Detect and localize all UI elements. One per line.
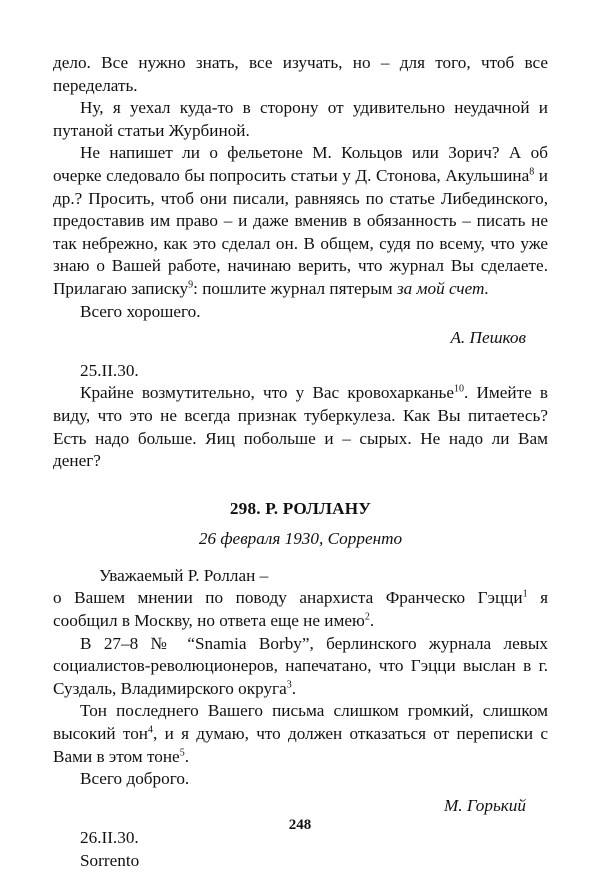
- footnote-ref[interactable]: 3: [286, 679, 292, 691]
- letter-heading: 298. Р. РОЛЛАНУ: [229, 498, 372, 518]
- signature: А. Пешков: [450, 328, 526, 348]
- greeting: Уважаемый Р. Роллан –: [99, 565, 269, 585]
- footnote-ref[interactable]: 1: [522, 588, 528, 600]
- paragraph: о Вашем мнении по поводу анархиста Франческо Гэцци$^1$ я сообщил в Москву, но ответа еще не имею$^2$.: [53, 588, 548, 631]
- footnote-ref[interactable]: 4: [148, 724, 154, 736]
- footnote-ref[interactable]: 8: [529, 166, 535, 178]
- paragraph: Не напишет ли о фельетоне М. Кольцов или Зорич? А об очерке следовало бы попросить статьи у Д. Стонова, Акульшина$^8$ и др.? Просить, чтоб они писали, равняясь по статье Либединского, предоставив им право – и даже вменив в обязанность – писать не так небрежно, как это сделал он. В общем, судя по всему, что уже знаю о Вашей работе, начинаю верить, что журнал Вы сделаете. Прилагаю записку$^9$: пошлите журнал пятерым за мой счет.: [53, 143, 548, 298]
- letter-subheading: 26 февраля 1930, Сорренто: [198, 529, 403, 549]
- footnote-ref[interactable]: 2: [364, 611, 370, 623]
- signature: М. Горький: [443, 795, 526, 815]
- page-body: [53, 52, 548, 873]
- paragraph: Крайне возмутительно, что у Вас кровохарканье$^{10}$. Имейте в виду, что это не всегда признак туберкулеза. Как Вы питаетесь? Есть надо больше. Яиц побольше и – сырых. Не надо ли Вам денег?: [53, 383, 548, 471]
- page-number: 248: [288, 817, 312, 833]
- footnote-ref[interactable]: 5: [179, 746, 185, 758]
- footnote-ref[interactable]: 10: [454, 383, 464, 395]
- closing: Всего доброго.: [80, 769, 190, 789]
- paragraph: В 27–8 № “Snamia Borby”, берлинского журнала левых социалистов-революционеров, напечатано, что Гэцци выслан в г. Суздаль, Владимирского округа$^3$.: [53, 633, 548, 698]
- paragraph: Тон последнего Вашего письма слишком громкий, слишком высокий тон$^4$, и я думаю, что должен отказаться от переписки с Вами в этом тоне$^5$.: [53, 701, 548, 766]
- letter-date: 26.II.30.: [80, 828, 139, 848]
- closing: Всего хорошего.: [80, 301, 201, 321]
- paragraph: Ну, я уехал куда-то в сторону от удивительно неудачной и путаной статьи Журбиной.: [53, 98, 548, 140]
- letter-place: Sorrento: [80, 851, 140, 870]
- letter-date: 25.II.30.: [80, 360, 139, 380]
- paragraph: дело. Все нужно знать, все изучать, но – для того, чтоб все переделать.: [53, 53, 548, 95]
- footnote-ref[interactable]: 9: [188, 279, 194, 291]
